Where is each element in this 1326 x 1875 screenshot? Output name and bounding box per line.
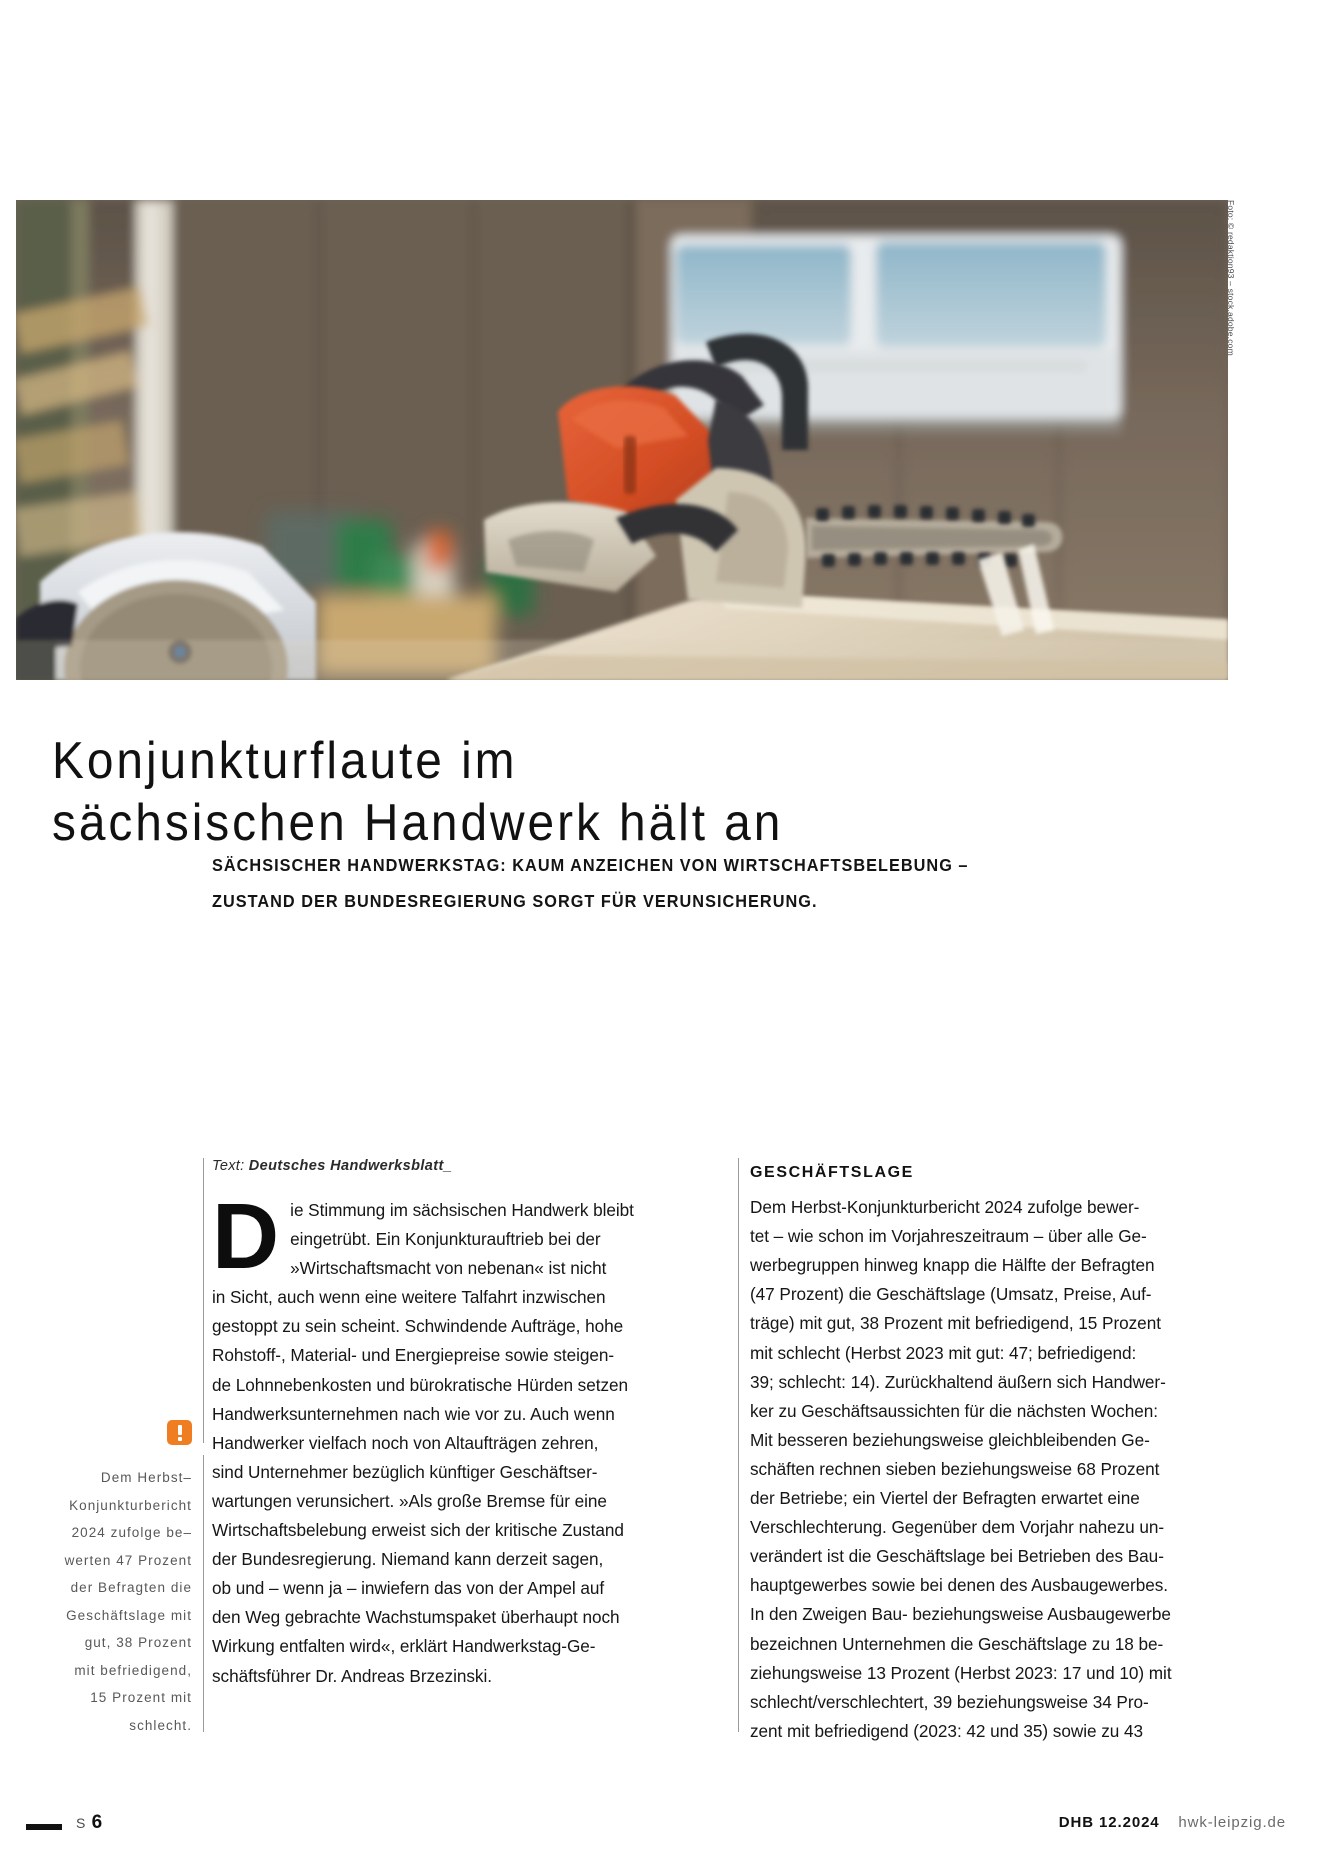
body-line: zent mit befriedigend (2023: 42 und 35) sowie zu 43 xyxy=(750,1720,1144,1741)
body-line: der Bundesregierung. Niemand kann derzeit sagen, xyxy=(212,1549,604,1570)
body-column-left xyxy=(212,1184,712,1691)
body-line: In den Zweigen Bau- beziehungsweise Ausbaugewerbe xyxy=(750,1604,1171,1625)
sidebar-line: Konjunkturbericht xyxy=(69,1497,192,1513)
photo-credit: Foto: © redaktion93 – stock.adobe.com xyxy=(1226,200,1236,356)
hero-photo-illustration xyxy=(16,200,1228,680)
body-line: de Lohnnebenkosten und bürokratische Hürden setzen xyxy=(212,1374,629,1395)
sidebar-line: gut, 38 Prozent xyxy=(84,1635,192,1650)
body-line: eingetrübt. Ein Konjunkturauftrieb bei der xyxy=(290,1229,601,1250)
body-line: ker zu Geschäftsaussichten für die nächsten Wochen: xyxy=(750,1400,1158,1421)
body-line: gestoppt zu sein scheint. Schwindende Aufträge, hohe xyxy=(212,1316,624,1337)
footer-meta xyxy=(1059,1814,1286,1831)
body-line: schäften rechnen sieben beziehungsweise 68 Prozent xyxy=(750,1458,1160,1479)
body-line: Wirtschaftsbelebung erweist sich der kritische Zustand xyxy=(212,1520,624,1541)
body-line: wartungen verunsichert. »Als große Bremse für eine xyxy=(212,1490,607,1511)
page-subhead xyxy=(212,847,1151,919)
body-line: sind Unternehmer bezüglich künftiger Geschäftser- xyxy=(212,1461,598,1482)
body-line: »Wirtschaftsmacht von nebenan« ist nicht xyxy=(290,1258,607,1279)
column-divider-left-top xyxy=(203,1158,204,1443)
sidebar-line: 2024 zufolge be– xyxy=(71,1525,192,1540)
body-line: ob und – wenn ja – inwiefern das von der Ampel auf xyxy=(212,1578,605,1599)
body-column-right xyxy=(750,1158,1250,1746)
body-line: Rohstoff-, Material- und Energiepreise sowie steigen- xyxy=(212,1345,615,1366)
body-line: werbegruppen hinweg knapp die Hälfte der Befragten xyxy=(750,1255,1155,1276)
byline-author: Deutsches Handwerksblatt_ xyxy=(248,1158,453,1174)
body-line: Wirkung entfalten wird«, erklärt Handwerkstag-Ge- xyxy=(212,1636,596,1657)
sidebar-line: Geschäftslage mit xyxy=(66,1607,192,1623)
body-line: Handwerker vielfach noch von Altaufträgen zehren, xyxy=(212,1432,599,1453)
footer-page-value: 6 xyxy=(91,1812,103,1833)
footer-page-prefix: S xyxy=(76,1815,87,1831)
body-line: ie Stimmung im sächsischen Handwerk bleibt xyxy=(290,1200,634,1220)
body-line: 39; schlecht: 14). Zurückhaltend äußern sich Handwer- xyxy=(750,1371,1166,1392)
column-divider-right xyxy=(738,1158,739,1732)
body-line: schlecht/verschlechtert, 39 beziehungsweise 34 Pro- xyxy=(750,1691,1149,1712)
footer-page-number xyxy=(76,1812,102,1834)
body-line: Verschlechterung. Gegenüber dem Vorjahr nahezu un- xyxy=(750,1517,1165,1538)
body-line: Handwerksunternehmen nach wie vor zu. Auch wenn xyxy=(212,1403,615,1424)
body-line: (47 Prozent) die Geschäftslage (Umsatz, Preise, Auf- xyxy=(750,1284,1152,1305)
body-line: tet – wie schon im Vorjahreszeitraum – über alle Ge- xyxy=(750,1226,1147,1247)
sidebar-pullquote-text xyxy=(60,1464,192,1739)
body-line: mit schlecht (Herbst 2023 mit gut: 47; befriedigend: xyxy=(750,1342,1137,1363)
dropcap: D xyxy=(212,1184,280,1288)
footer-rule xyxy=(26,1824,62,1830)
body-line: Dem Herbst-Konjunkturbericht 2024 zufolge bewer- xyxy=(750,1197,1140,1218)
body-line: träge) mit gut, 38 Prozent mit befriedigend, 15 Prozent xyxy=(750,1313,1161,1334)
body-line: ziehungsweise 13 Prozent (Herbst 2023: 17 und 10) mit xyxy=(750,1662,1172,1683)
body-line: der Betriebe; ein Viertel der Befragten erwartet eine xyxy=(750,1488,1140,1509)
column-divider-left-bottom xyxy=(203,1455,204,1732)
headline-line-2: sächsischen Handwerk hält an xyxy=(52,793,784,852)
sidebar-line: Dem Herbst– xyxy=(100,1470,192,1485)
body-paragraph-right xyxy=(750,1193,1250,1746)
hero-photo xyxy=(16,200,1228,680)
page-headline xyxy=(52,730,1138,854)
body-line: den Weg gebrachte Wachstumspaket überhaupt noch xyxy=(212,1607,620,1628)
body-line: schäftsführer Dr. Andreas Brzezinski. xyxy=(212,1665,492,1686)
body-line: verändert ist die Geschäftslage bei Betrieben des Bau- xyxy=(750,1546,1164,1567)
sidebar-line: schlecht. xyxy=(129,1717,192,1733)
subhead-line-1: SÄCHSISCHER HANDWERKSTAG: KAUM ANZEICHEN VON WIRTSCHAFTSBELEBUNG – xyxy=(212,854,969,875)
footer-url[interactable]: hwk-leipzig.de xyxy=(1178,1814,1286,1831)
alert-exclamation-icon xyxy=(167,1420,192,1445)
byline-label: Text: xyxy=(212,1158,245,1174)
byline xyxy=(212,1158,452,1174)
body-line: in Sicht, auch wenn eine weitere Talfahrt inzwischen xyxy=(212,1287,606,1308)
body-line: bezeichnen Unternehmen die Geschäftslage zu 18 be- xyxy=(750,1633,1164,1654)
body-paragraph-left xyxy=(212,1184,712,1691)
sidebar-line: 15 Prozent mit xyxy=(90,1690,192,1705)
sidebar-line: mit befriedigend, xyxy=(74,1662,192,1678)
subhead-line-2: ZUSTAND DER BUNDESREGIERUNG SORGT FÜR VERUNSICHERUNG. xyxy=(212,890,818,911)
body-line: Mit besseren beziehungsweise gleichbleibenden Ge- xyxy=(750,1429,1150,1450)
section-heading-geschaeftslage: GESCHÄFTSLAGE xyxy=(750,1164,914,1181)
headline-line-1: Konjunkturflaute im xyxy=(52,731,518,790)
sidebar-line: werten 47 Prozent xyxy=(64,1552,192,1568)
footer-issue: DHB 12.2024 xyxy=(1058,1814,1160,1831)
sidebar-pullquote xyxy=(60,1420,192,1739)
body-line: hauptgewerbes sowie bei denen des Ausbaugewerbes. xyxy=(750,1575,1168,1596)
sidebar-line: der Befragten die xyxy=(70,1580,192,1595)
